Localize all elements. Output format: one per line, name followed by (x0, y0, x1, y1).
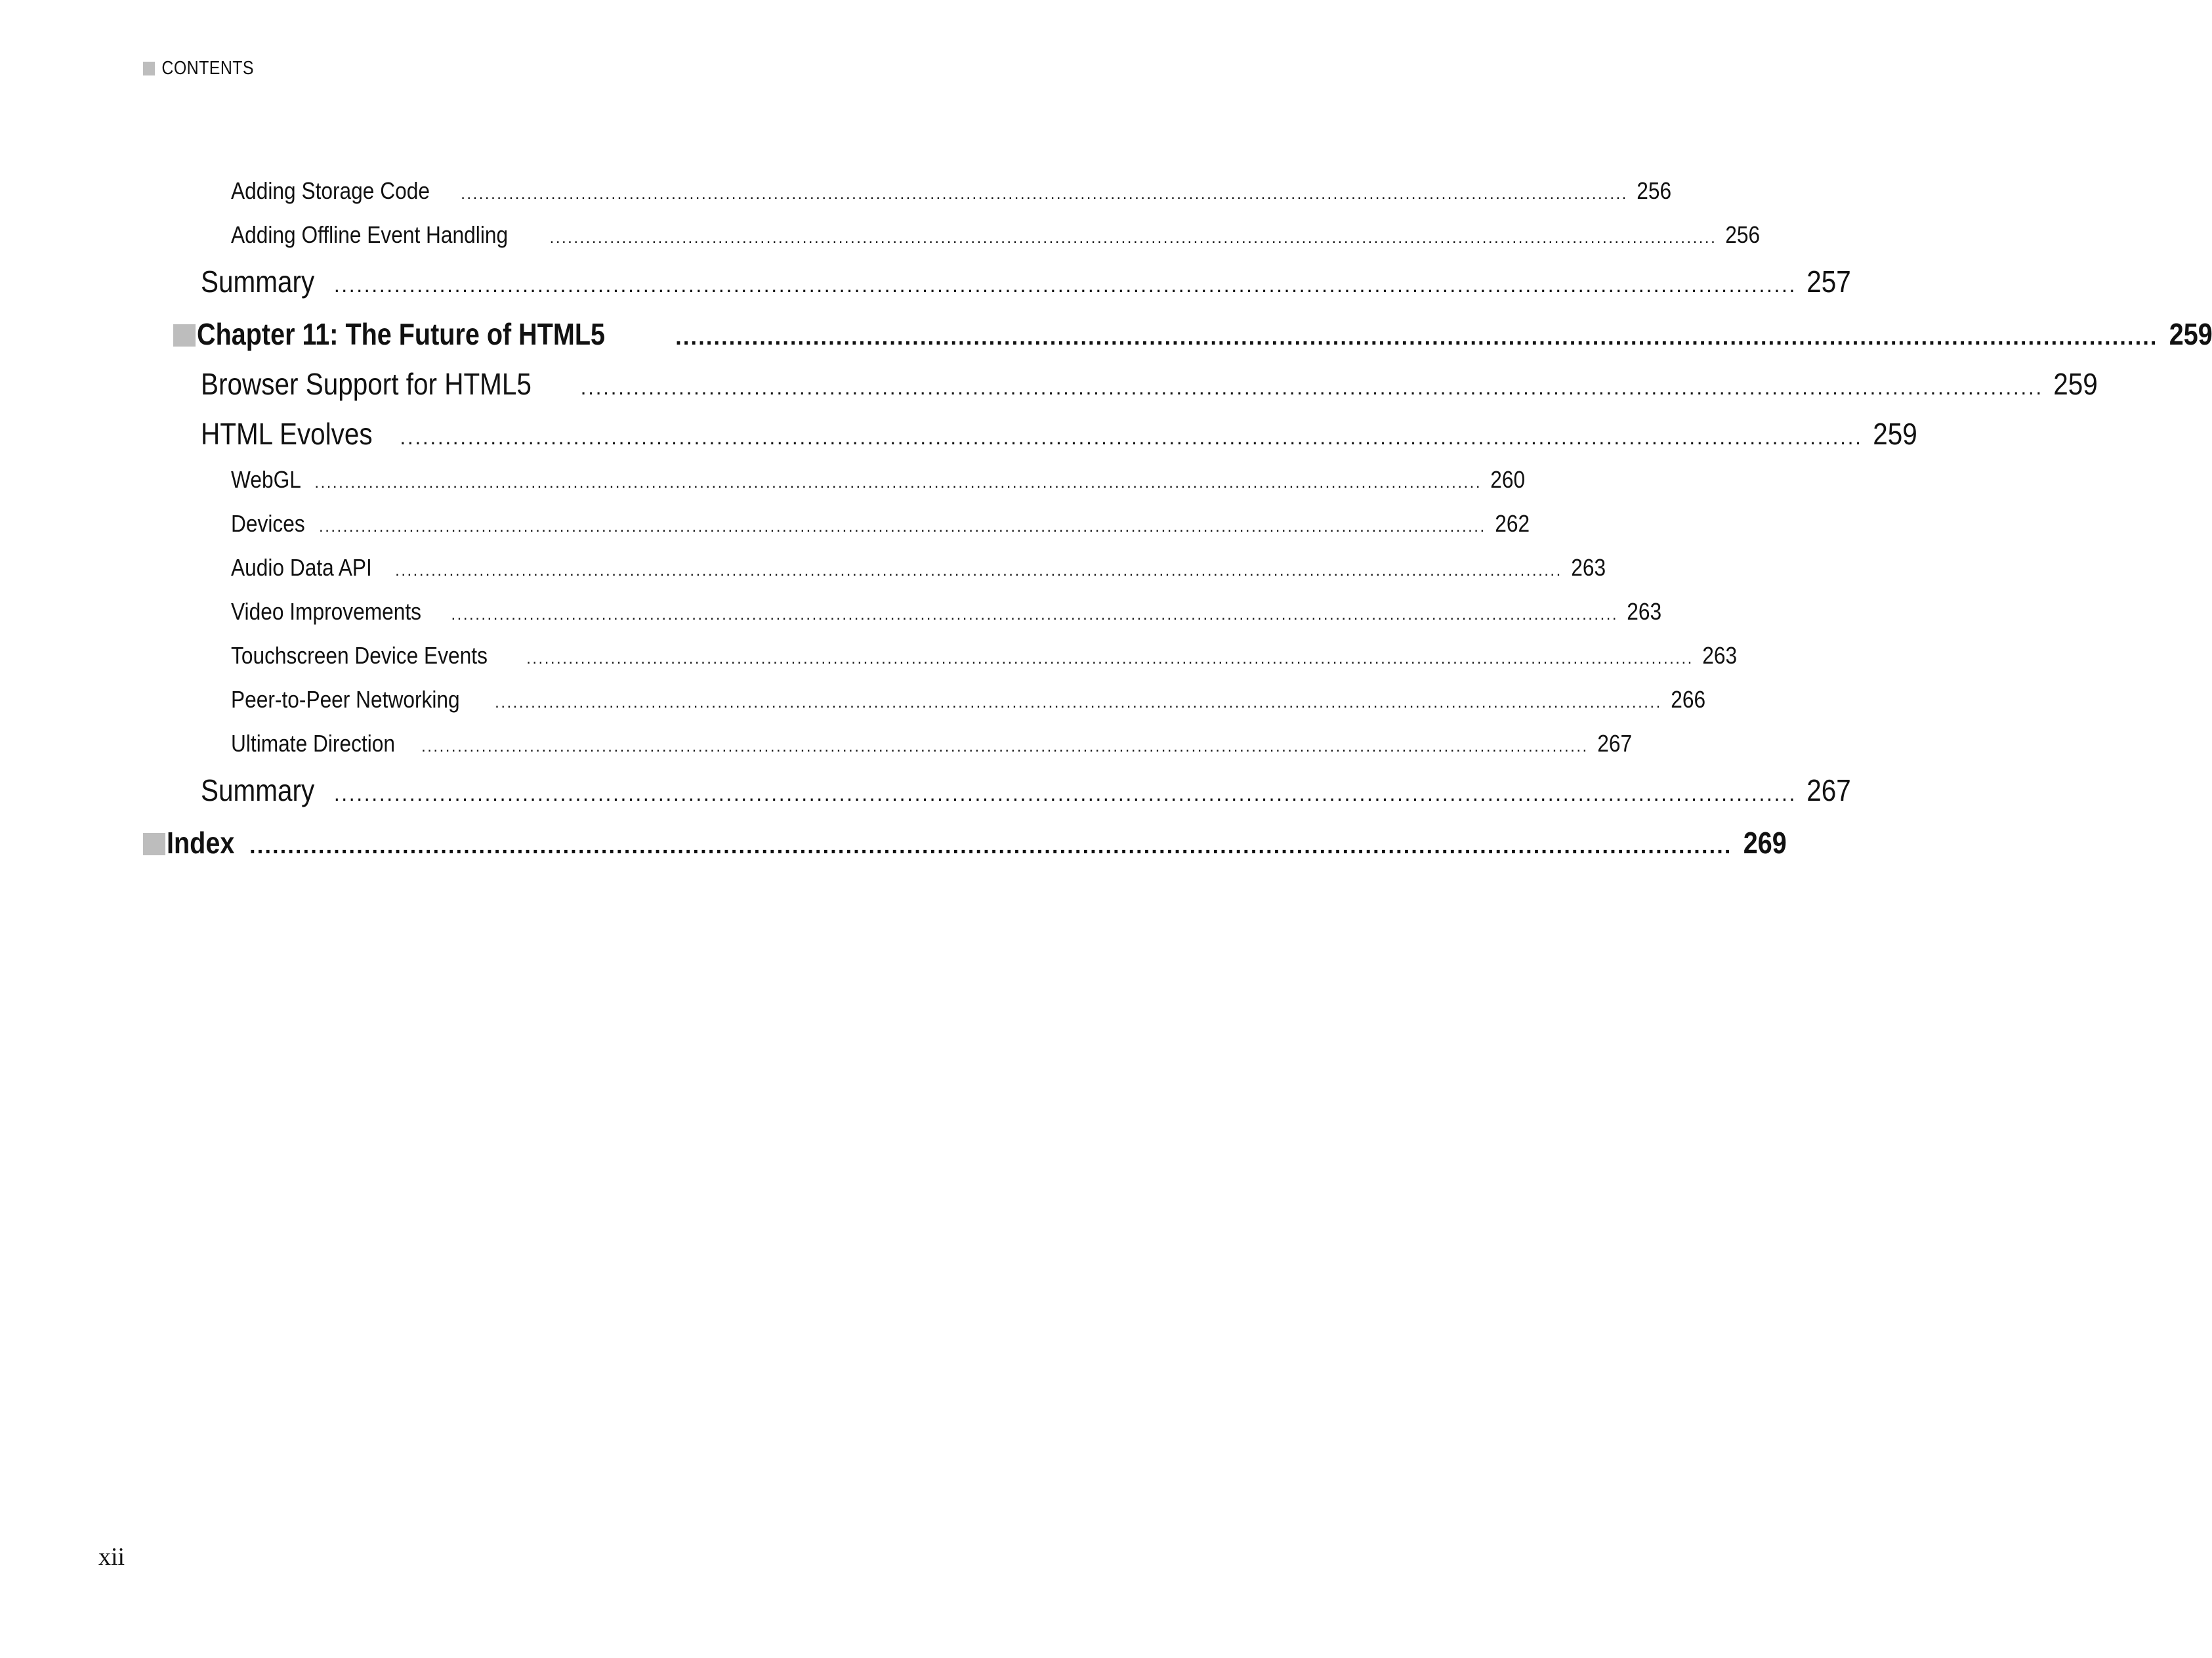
toc-entry-title: Video Improvements (231, 598, 421, 625)
dot-leader: .................................................................................................................................................................................................. (495, 694, 1662, 712)
dot-leader: .................................................................................................................................................................................................. (395, 562, 1562, 580)
toc-entry-title: Summary (201, 265, 315, 299)
toc-entry-title: WebGL (231, 466, 301, 493)
dot-leader: .................................................................................................................................................................................................. (400, 425, 1863, 449)
dot-leader: .................................................................................................................................................................................................. (451, 606, 1619, 624)
toc-entry-page: 259 (2169, 317, 2212, 351)
toc-entry-title: Browser Support for HTML5 (201, 367, 532, 401)
toc-entry-adding-offline-event-handling[interactable] (231, 221, 1761, 253)
chapter-marker-icon (143, 833, 165, 855)
toc-entry-title: Devices (231, 510, 305, 537)
toc-entry-title: Adding Offline Event Handling (231, 221, 509, 248)
toc-entry-title: HTML Evolves (201, 417, 373, 451)
toc-entry-page: 257 (1806, 265, 1851, 299)
toc-entry-page: 259 (2053, 367, 2098, 401)
toc-entry-audio-data-api[interactable] (231, 554, 1606, 585)
toc-entry-page: 267 (1806, 773, 1851, 807)
toc-entry-title: Audio Data API (231, 554, 372, 581)
page-number: xii (98, 1543, 125, 1571)
toc-entry-index[interactable] (143, 825, 1787, 863)
toc-entry-adding-storage-code[interactable] (231, 177, 1671, 209)
toc-entry-title: Ultimate Direction (231, 730, 396, 757)
toc-entry-title: Peer-to-Peer Networking (231, 686, 460, 713)
dot-leader: .................................................................................................................................................................................................. (526, 650, 1694, 668)
toc-entry-title: Index (167, 826, 235, 860)
toc-entry-page: 263 (1570, 554, 1606, 581)
dot-leader: .................................................................................................................................................................................................. (249, 834, 1732, 859)
toc-entry-browser-support[interactable] (201, 366, 2098, 404)
toc-entry-devices[interactable] (231, 510, 1530, 542)
toc-entry-video-improvements[interactable] (231, 598, 1662, 629)
dot-leader: .................................................................................................................................................................................................. (421, 738, 1589, 755)
toc-entry-page: 256 (1637, 177, 1671, 204)
toc-entry-page: 256 (1725, 221, 1761, 248)
running-head-label: CONTENTS (161, 57, 254, 79)
dot-leader: .................................................................................................................................................................................................. (580, 375, 2043, 399)
dot-leader: .................................................................................................................................................................................................. (461, 185, 1628, 203)
dot-leader: .................................................................................................................................................................................................. (333, 782, 1797, 805)
toc-entry-page: 262 (1494, 510, 1530, 537)
toc-entry-html-evolves[interactable] (201, 416, 1917, 454)
dot-leader: .................................................................................................................................................................................................. (675, 325, 2158, 350)
header-square-icon (143, 62, 155, 75)
toc-entry-title: Touchscreen Device Events (231, 642, 488, 669)
dot-leader: .................................................................................................................................................................................................. (549, 229, 1717, 247)
toc-entry-page: 263 (1702, 642, 1737, 669)
toc-entry-title: Adding Storage Code (231, 177, 430, 204)
toc-entry-title: Chapter 11: The Future of HTML5 (197, 317, 606, 351)
toc-entry-page: 267 (1596, 730, 1632, 757)
toc-entry-chapter-11[interactable] (173, 316, 2212, 354)
toc-entry-page: 263 (1627, 598, 1662, 625)
toc-entry-peer-to-peer-networking[interactable] (231, 686, 1705, 717)
toc-entry-page: 260 (1490, 466, 1526, 493)
toc-entry-page: 259 (1872, 417, 1917, 451)
toc-entry-summary[interactable] (201, 264, 1851, 302)
toc-entry-title: Summary (201, 773, 315, 807)
dot-leader: .................................................................................................................................................................................................. (319, 518, 1486, 536)
chapter-marker-icon (173, 324, 196, 347)
toc-entry-touchscreen-device-events[interactable] (231, 642, 1737, 673)
toc-entry-ultimate-direction[interactable] (231, 730, 1632, 761)
toc-entry-webgl[interactable] (231, 466, 1526, 498)
dot-leader: .................................................................................................................................................................................................. (314, 474, 1482, 492)
toc-entry-page: 269 (1743, 826, 1787, 860)
dot-leader: .................................................................................................................................................................................................. (333, 273, 1797, 297)
toc-entry-summary-2[interactable] (201, 773, 1851, 811)
toc-entry-page: 266 (1670, 686, 1705, 713)
running-head (143, 56, 254, 80)
